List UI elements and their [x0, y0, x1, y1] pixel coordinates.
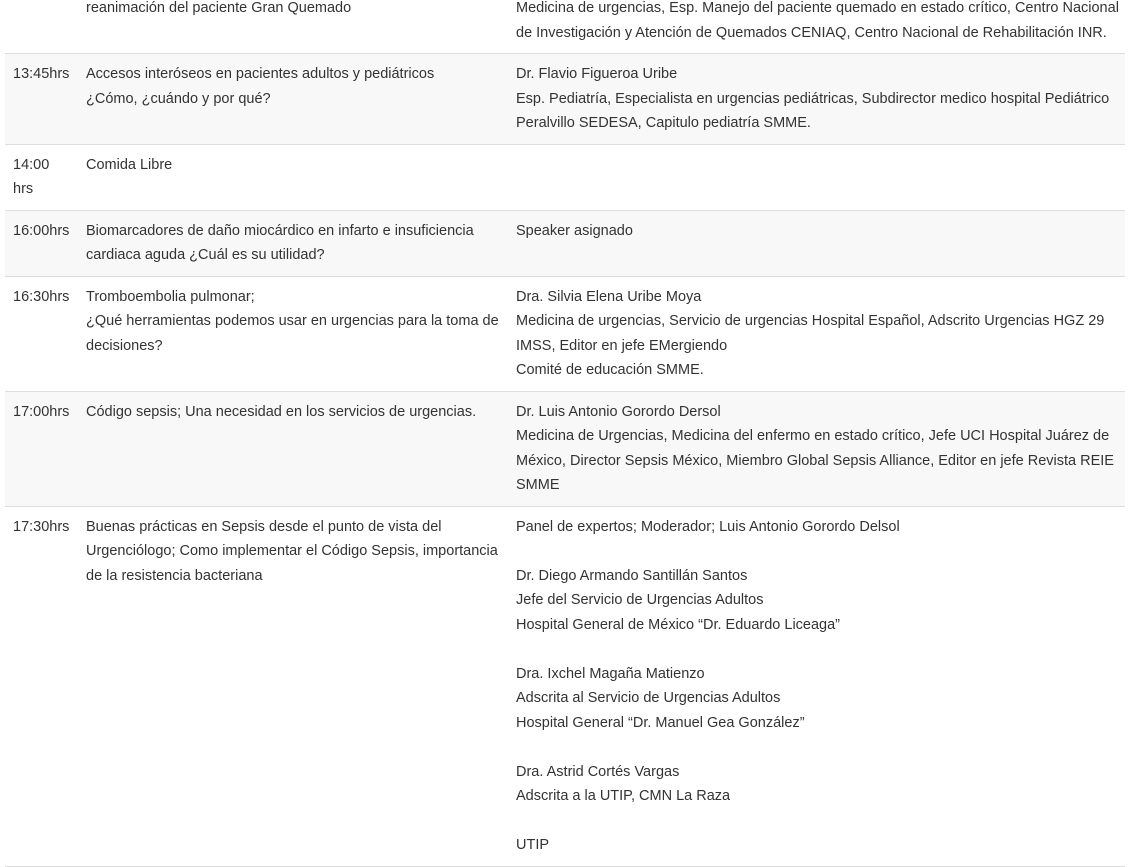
topic-cell — [78, 144, 508, 210]
speaker-line: Dra. Astrid Cortés Vargas — [516, 763, 680, 780]
session-topic-line: Comida Libre — [86, 156, 173, 173]
session-time: 17:30hrs — [13, 518, 70, 535]
speaker-spacer — [516, 637, 1119, 662]
topic-cell — [78, 0, 508, 54]
speaker-cell — [508, 210, 1125, 276]
time-cell — [5, 144, 78, 210]
speaker-line: Medicina de Urgencias, Medicina del enfermo en estado crítico, Jefe UCI Hospital Juárez de México, Director Sepsis México, Miembro Global Sepsis Alliance, Editor en jefe Revista REIE SMME — [516, 428, 1114, 493]
time-cell — [5, 391, 78, 506]
session-topic-line: ¿Cómo, ¿cuándo y por qué? — [86, 90, 271, 107]
speaker-line: Hospital General de México “Dr. Eduardo Liceaga” — [516, 616, 840, 633]
speaker-cell — [508, 54, 1125, 145]
speaker-line: Medicina de urgencias, Esp. Manejo del paciente quemado en estado crítico, Centro Nacional de Investigación y Atención de Quemados CENIAQ, Centro Nacional de Rehabilitación INR. — [516, 0, 1119, 41]
speaker-cell — [508, 0, 1125, 54]
session-topic-line: reanimación del paciente Gran Quemado — [86, 0, 352, 16]
speaker-line: Jefe del Servicio de Urgencias Adultos — [516, 592, 764, 608]
speaker-line: Adscrita al Servicio de Urgencias Adultos — [516, 690, 781, 706]
agenda-row-3 — [5, 210, 1125, 276]
speaker-cell — [508, 276, 1125, 391]
speaker-line: Dr. Diego Armando Santillán Santos — [516, 567, 748, 584]
agenda-row-6 — [5, 506, 1125, 866]
time-cell — [5, 506, 78, 866]
session-time: 17:00hrs — [13, 403, 70, 420]
time-cell — [5, 54, 78, 145]
topic-cell — [78, 506, 508, 866]
session-time: 16:00hrs — [13, 222, 70, 239]
session-time: 16:30hrs — [13, 288, 70, 305]
time-cell — [5, 210, 78, 276]
agenda-row-1 — [5, 54, 1125, 145]
speaker-cell — [508, 506, 1125, 866]
speaker-line: Dra. Ixchel Magaña Matienzo — [516, 665, 705, 682]
speaker-line: Hospital General “Dr. Manuel Gea González” — [516, 714, 805, 731]
session-topic-line: ¿Qué herramientas podemos usar en urgencias para la toma de decisiones? — [86, 313, 499, 354]
topic-cell — [78, 54, 508, 145]
speaker-cell — [508, 144, 1125, 210]
speaker-cell — [508, 391, 1125, 506]
speaker-line: Dr. Luis Antonio Gorordo Dersol — [516, 403, 721, 420]
session-topic-line: Tromboembolia pulmonar; — [86, 288, 255, 305]
speaker-line: Panel de expertos; Moderador; Luis Antonio Gorordo Delsol — [516, 518, 900, 535]
speaker-line: Esp. Pediatría, Especialista en urgencias pediátricas, Subdirector medico hospital Pediátrico Peralvillo SEDESA, Capitulo pediatría SMME. — [516, 90, 1110, 131]
session-time: 13:45hrs — [13, 66, 70, 82]
agenda-row-4 — [5, 276, 1125, 391]
topic-cell — [78, 276, 508, 391]
session-topic-line: Biomarcadores de daño miocárdico en infarto e insuficiencia cardiaca aguda ¿Cuál es su utilidad? — [86, 222, 474, 263]
agenda-row-0 — [5, 0, 1125, 54]
session-topic-line: Buenas prácticas en Sepsis desde el punto de vista del Urgenciólogo; Como implementar el Código Sepsis, importancia de la resistencia bacteriana — [86, 518, 498, 584]
agenda-body — [5, 0, 1125, 866]
agenda-row-2 — [5, 144, 1125, 210]
speaker-line: Speaker asignado — [516, 222, 633, 239]
agenda-table — [5, 0, 1125, 867]
time-cell — [5, 0, 78, 54]
speaker-spacer — [516, 809, 1119, 834]
speaker-line: Comité de educación SMME. — [516, 362, 704, 378]
topic-cell — [78, 210, 508, 276]
speaker-line: Adscrita a la UTIP, CMN La Raza — [516, 788, 731, 804]
session-topic-line: Accesos interóseos en pacientes adultos y pediátricos — [86, 66, 435, 82]
speaker-spacer — [516, 539, 1119, 564]
speaker-line: Dra. Silvia Elena Uribe Moya — [516, 288, 702, 305]
speaker-spacer — [516, 735, 1119, 760]
session-time: 14:00 hrs — [13, 156, 50, 197]
session-topic-line: Código sepsis; Una necesidad en los servicios de urgencias. — [86, 403, 477, 420]
speaker-line: UTIP — [516, 837, 550, 853]
speaker-line: Medicina de urgencias, Servicio de urgencias Hospital Español, Adscrito Urgencias HGZ 29 IMSS, Editor en jefe EMergiendo — [516, 313, 1105, 354]
time-cell — [5, 276, 78, 391]
topic-cell — [78, 391, 508, 506]
agenda-row-5 — [5, 391, 1125, 506]
speaker-line: Dr. Flavio Figueroa Uribe — [516, 66, 678, 82]
